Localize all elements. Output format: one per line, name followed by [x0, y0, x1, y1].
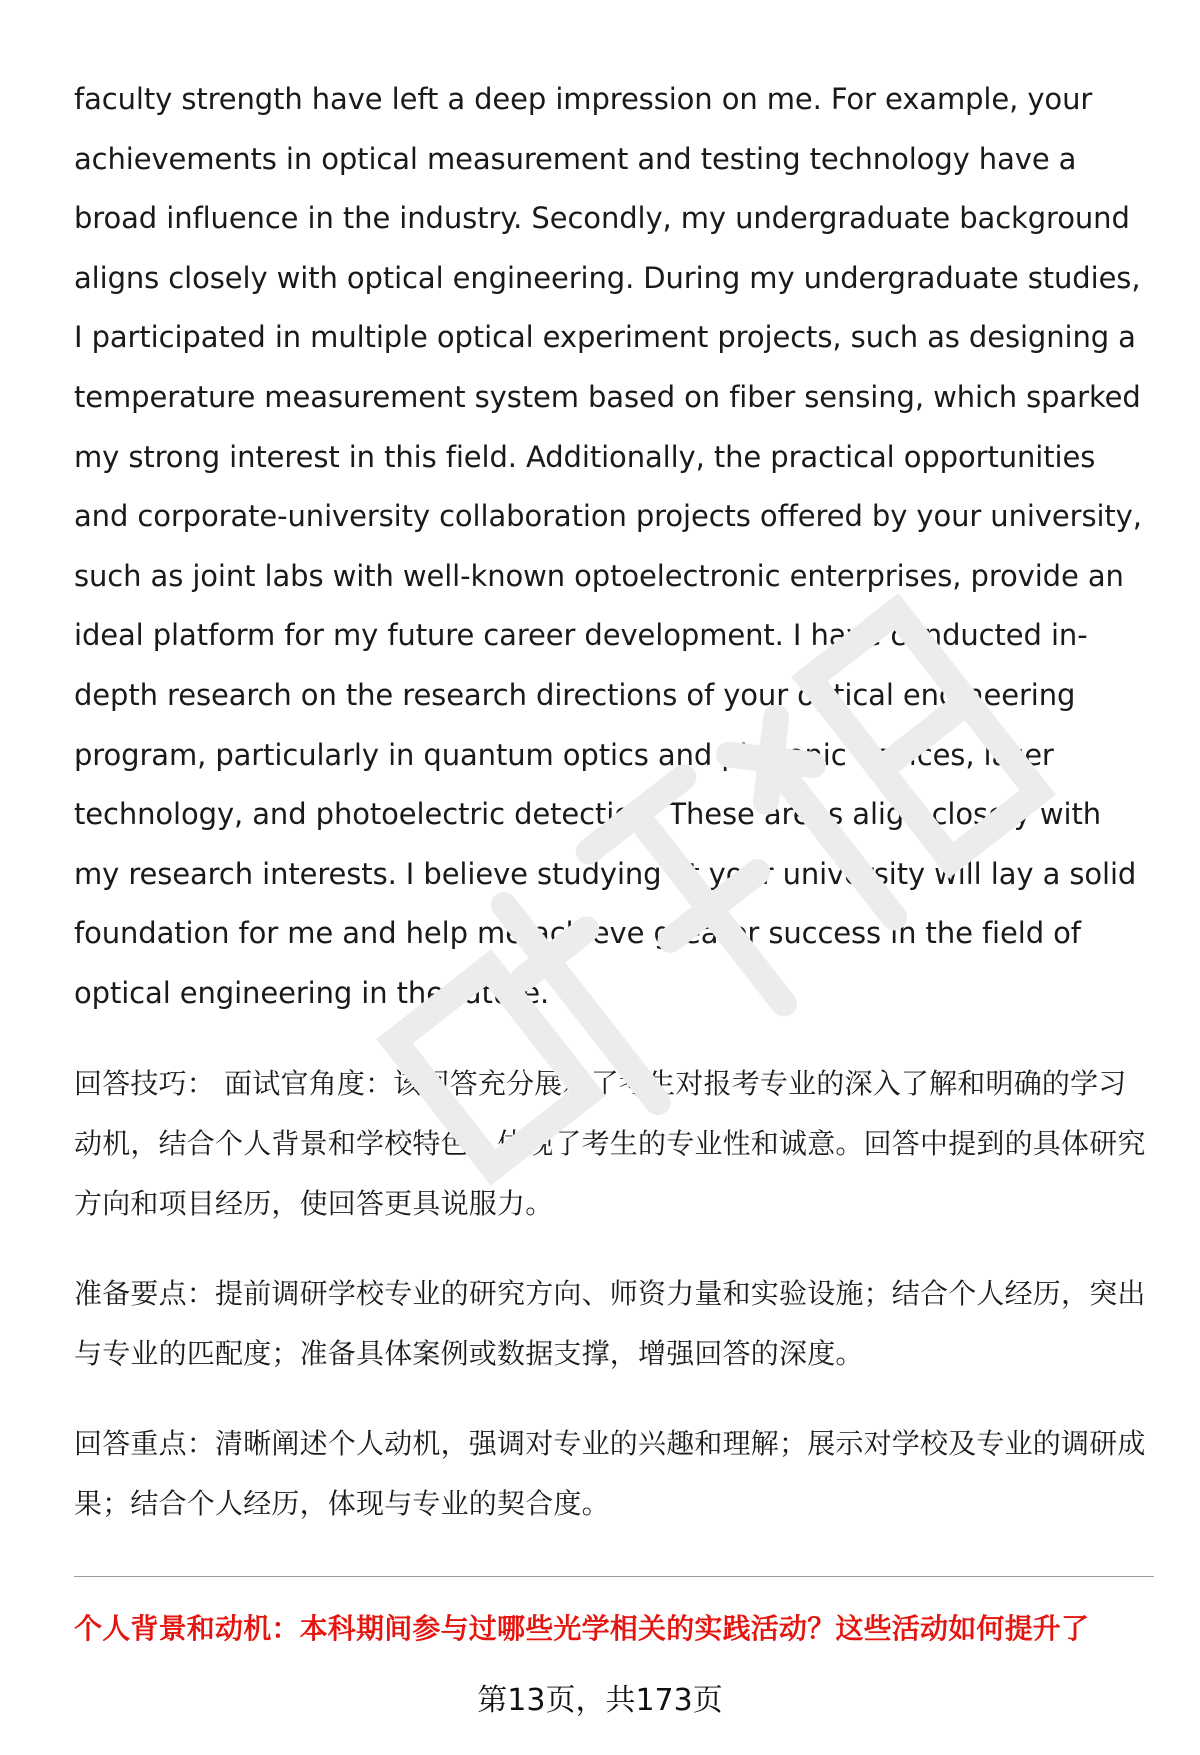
document-page: [74, 70, 1154, 1534]
page-number: 第13页，共173页: [477, 1683, 723, 1718]
preparation-points: 准备要点：提前调研学校专业的研究方向、师资力量和实验设施；结合个人经历，突出与专业的匹配度；准备具体案例或数据支撑，增强回答的深度。: [74, 1276, 1146, 1370]
answer-key-points: 回答重点：清晰阐述个人动机，强调对专业的兴趣和理解；展示对学校及专业的调研成果；结合个人经历，体现与专业的契合度。: [74, 1426, 1146, 1520]
next-question-heading: 个人背景和动机：本科期间参与过哪些光学相关的实践活动？这些活动如何提升了: [74, 1612, 1090, 1645]
answer-paragraph: faculty strength have left a deep impression on me. For example, your achievements in optical measurement and testing technology have a broad influence in the industry. Secondly, my undergraduate background aligns closely with optical engineering. During my undergraduate studies, I participated in multiple optical experiment projects, such as designing a temperature measurement system based on fiber sensing, which sparked my strong interest in this field. Additionally, the practical opportunities and corporate-university collaboration projects offered by your university, such as joint labs with well-known optoelectronic enterprises, provide an ideal platform for my future career development. I have conducted in-depth research on the research directions of your optical engineering program, particularly in quantum optics and photonic devices, laser technology, and photoelectric detection. These areas align closely with my research interests. I believe studying at your university will lay a solid foundation for me and help me achieve greater success in the field of optical engineering in the future.: [74, 82, 1142, 1010]
answer-tips: 回答技巧： 面试官角度：该回答充分展示了考生对报考专业的深入了解和明确的学习动机，结合个人背景和学校特色，体现了考生的专业性和诚意。回答中提到的具体研究方向和项目经历，使回答更具说服力。: [74, 1066, 1146, 1220]
section-divider: [74, 1576, 1154, 1577]
